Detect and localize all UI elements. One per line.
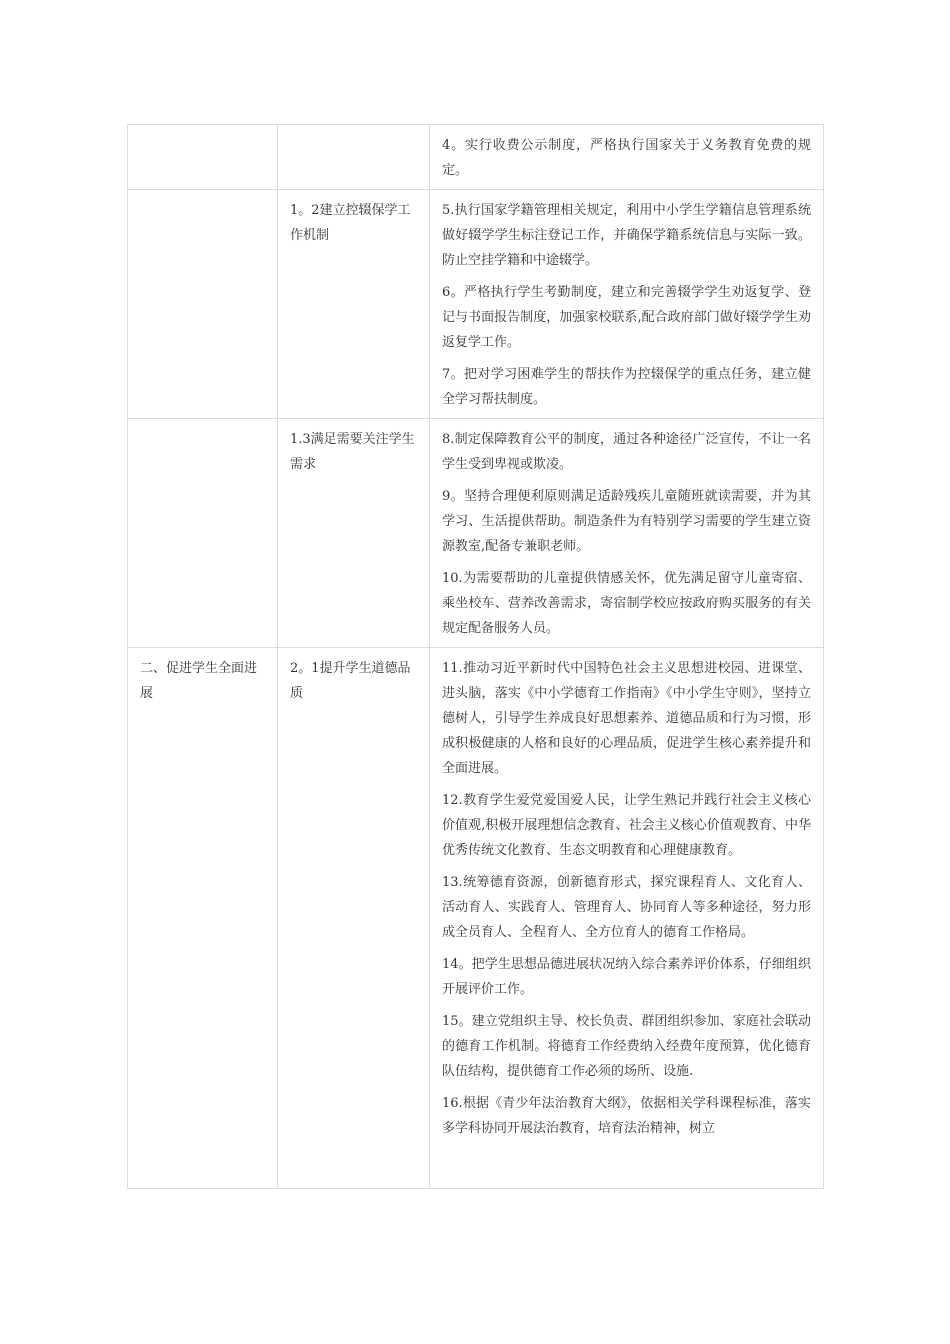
table-row bbox=[128, 648, 824, 1189]
items-cell bbox=[430, 190, 824, 419]
category-cell bbox=[128, 419, 278, 648]
policy-table-body bbox=[128, 125, 824, 1189]
table-row bbox=[128, 190, 824, 419]
list-item: 7。把对学习困难学生的帮扶作为控辍保学的重点任务，建立健全学习帮扶制度。 bbox=[442, 367, 811, 407]
items-cell bbox=[430, 125, 824, 190]
list-item: 6。严格执行学生考勤制度，建立和完善辍学学生劝返复学、登记与书面报告制度，加强家校联系,配合政府部门做好辍学学生劝返复学工作。 bbox=[442, 285, 811, 350]
list-item: 9。坚持合理便利原则满足适龄残疾儿童随班就读需要，并为其学习、生活提供帮助。制造条件为有特别学习需要的学生建立资源教室,配备专兼职老师。 bbox=[442, 489, 811, 554]
list-item: 4。实行收费公示制度，严格执行国家关于义务教育免费的规定。 bbox=[442, 138, 811, 178]
table-row bbox=[128, 125, 824, 190]
table-row bbox=[128, 419, 824, 648]
list-item: 15。建立党组织主导、校长负责、群团组织参加、家庭社会联动的德育工作机制。将德育工作经费纳入经费年度预算，优化德育队伍结构，提供德育工作必须的场所、设施. bbox=[442, 1014, 811, 1079]
subcategory-cell: 2。1提升学生道德品质 bbox=[278, 648, 430, 1189]
list-item: 14。把学生思想品德进展状况纳入综合素养评价体系，仔细组织开展评价工作。 bbox=[442, 957, 811, 997]
items-cell bbox=[430, 648, 824, 1189]
list-item: 8.制定保障教育公平的制度，通过各种途径广泛宣传，不让一名学生受到卑视或欺凌。 bbox=[442, 432, 811, 472]
list-item: 12.教育学生爱党爱国爱人民，让学生熟记并践行社会主义核心价值观,积极开展理想信念教育、社会主义核心价值观教育、中华优秀传统文化教育、生态文明教育和心理健康教育。 bbox=[442, 793, 811, 858]
items-cell bbox=[430, 419, 824, 648]
list-item: 10.为需要帮助的儿童提供情感关怀，优先满足留守儿童寄宿、乘坐校车、营养改善需求，寄宿制学校应按政府购买服务的有关规定配备服务人员。 bbox=[442, 571, 811, 636]
category-cell bbox=[128, 125, 278, 190]
category-cell: 二、促进学生全面进展 bbox=[128, 648, 278, 1189]
policy-table bbox=[127, 124, 824, 1189]
subcategory-cell: 1.3满足需要关注学生需求 bbox=[278, 419, 430, 648]
list-item: 16.根据《青少年法治教育大纲》，依据相关学科课程标准，落实多学科协同开展法治教育，培育法治精神，树立 bbox=[442, 1096, 811, 1136]
category-cell bbox=[128, 190, 278, 419]
list-item: 11.推动习近平新时代中国特色社会主义思想进校园、进课堂、进头脑，落实《中小学德育工作指南》《中小学生守则》，坚持立德树人，引导学生养成良好思想素养、道德品质和行为习惯，形成积极健康的人格和良好的心理品质，促进学生核心素养提升和全面进展。 bbox=[442, 661, 811, 776]
subcategory-cell: 1。2建立控辍保学工作机制 bbox=[278, 190, 430, 419]
list-item: 5.执行国家学籍管理相关规定，利用中小学生学籍信息管理系统做好辍学学生标注登记工作，并确保学籍系统信息与实际一致。防止空挂学籍和中途辍学。 bbox=[442, 203, 811, 268]
list-item: 13.统筹德育资源，创新德育形式，探究课程育人、文化育人、活动育人、实践育人、管理育人、协同育人等多种途径，努力形成全员育人、全程育人、全方位育人的德育工作格局。 bbox=[442, 875, 811, 940]
subcategory-cell bbox=[278, 125, 430, 190]
